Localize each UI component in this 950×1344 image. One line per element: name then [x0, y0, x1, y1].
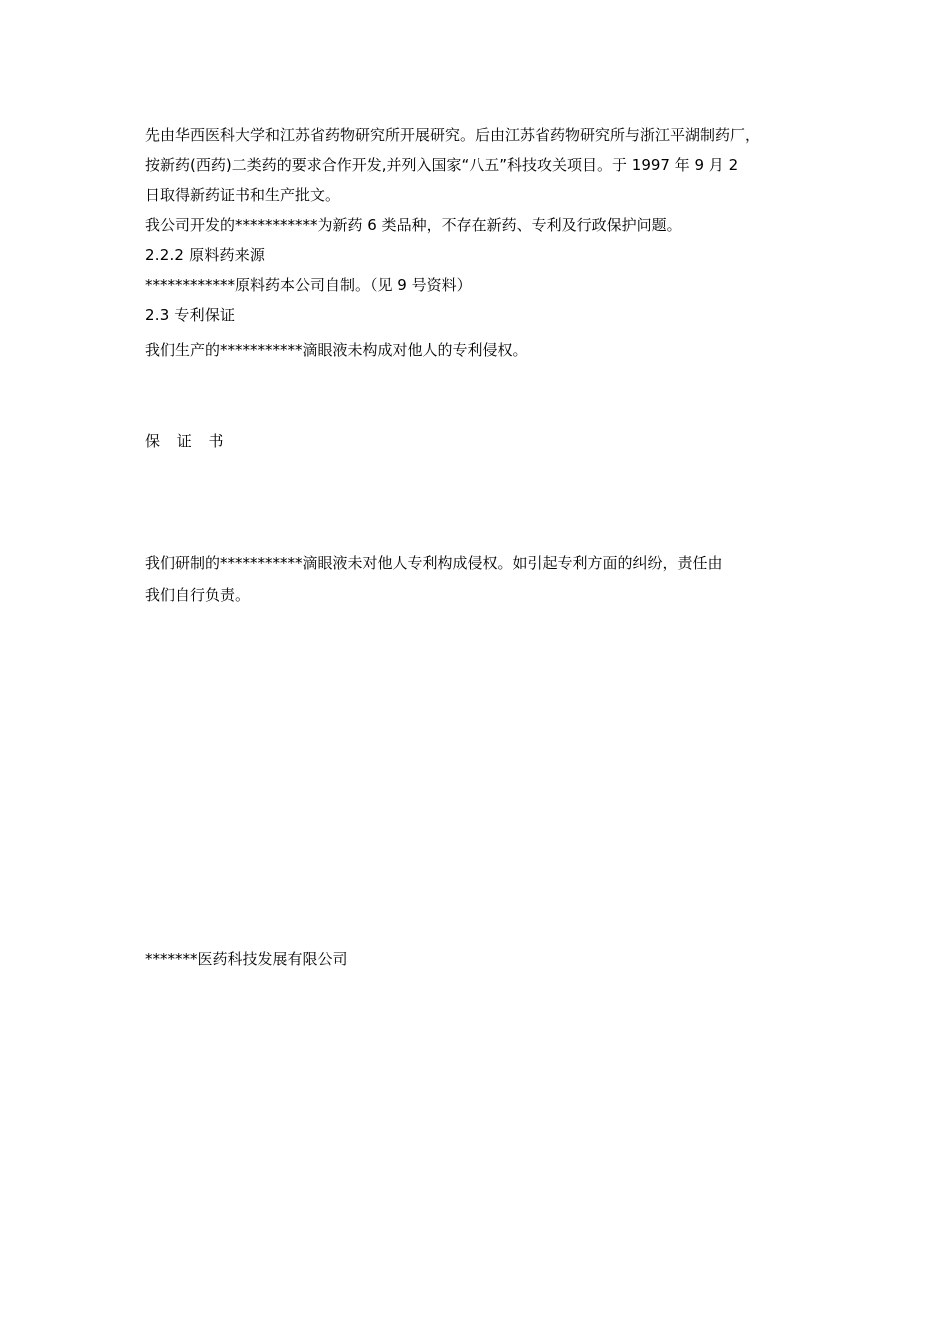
guarantee-title: 保 证 书	[145, 432, 230, 450]
intro-line-4: 我公司开发的***********为新药 6 类品种，不存在新药、专利及行政保护问题。	[145, 216, 682, 234]
intro-line-2: 按新药(西药)二类药的要求合作开发,并列入国家“八五”科技攻关项目。于 1997 年 9 月 2	[145, 156, 739, 174]
intro-line-1: 先由华西医科大学和江苏省药物研究所开展研究。后由江苏省药物研究所与浙江平湖制药厂，	[145, 126, 761, 144]
section-2-3-heading: 2.3 专利保证	[145, 306, 236, 324]
section-2-2-2-body: ************原料药本公司自制。（见 9 号资料）	[145, 276, 472, 294]
intro-line-3: 日取得新药证书和生产批文。	[145, 186, 341, 204]
signature-company: *******医药科技发展有限公司	[145, 950, 348, 968]
guarantee-line-1: 我们研制的***********滴眼液未对他人专利构成侵权。如引起专利方面的纠纷，责任由	[145, 554, 723, 572]
guarantee-line-2: 我们自行负责。	[145, 586, 251, 604]
section-2-2-2-heading: 2.2.2 原料药来源	[145, 246, 266, 264]
section-2-3-body: 我们生产的***********滴眼液未构成对他人的专利侵权。	[145, 341, 528, 359]
